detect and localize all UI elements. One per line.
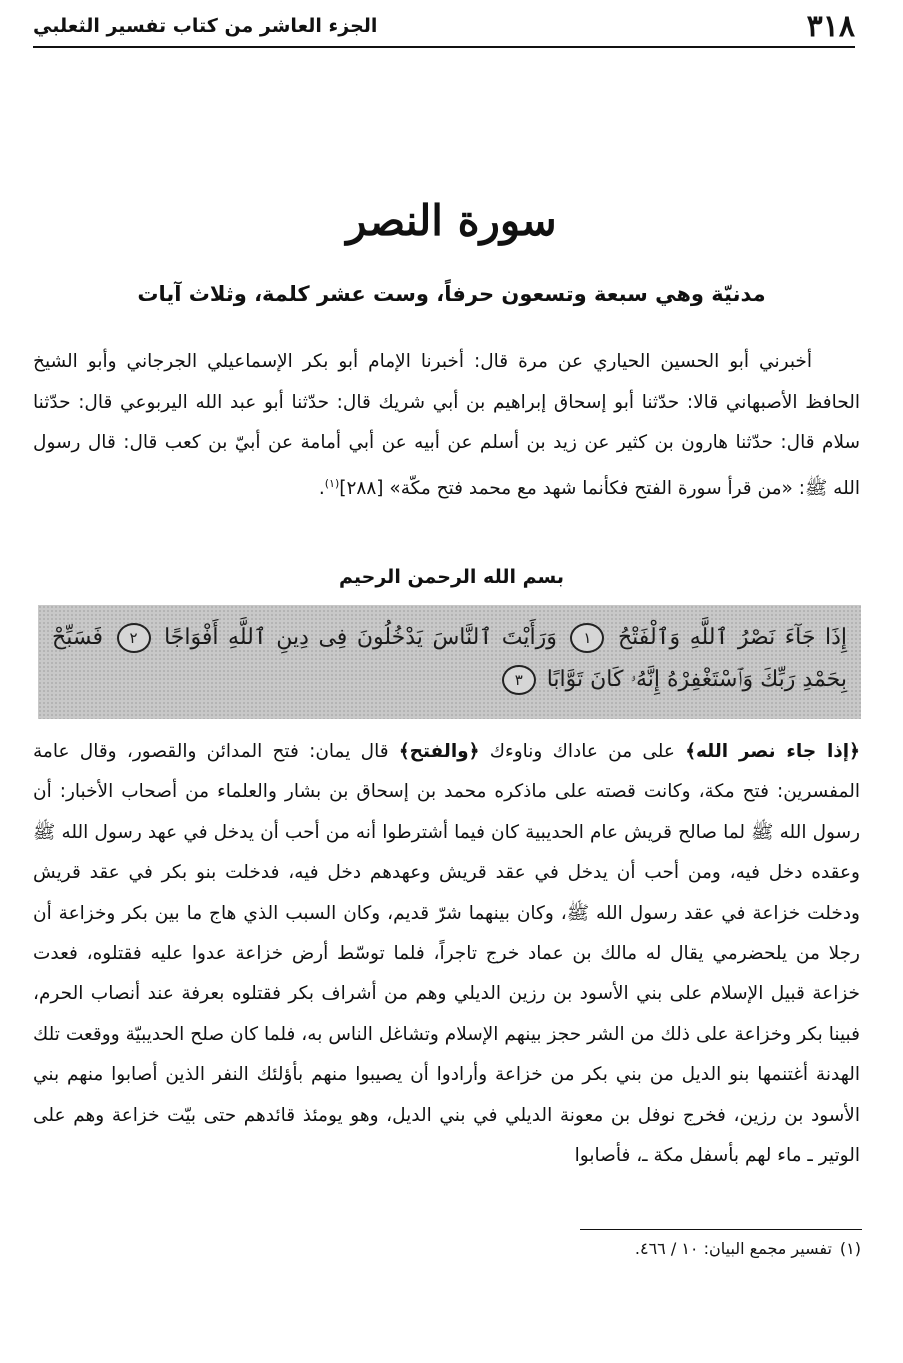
isnad-paragraph bbox=[33, 342, 860, 509]
page-number: ٣١٨ bbox=[806, 8, 855, 44]
footnote-marker: (١) bbox=[839, 1239, 861, 1258]
tafsir-text: قال يمان: فتح المدائن والقصور، وقال عامة المفسرين: فتح مكة، وكانت قصته على ماذكره محمد بن إسحاق بن بشار والعلماء من أصحاب الأخبار: أن رسول الله ﷺ لما صالح قريش عام الحديبية كان فيما أشترطوا أنه من أحب أن يدخل في عهد رسول الله ﷺ وعقده دخل فيه، ومن أحب أن يدخل في عقد قريش وعهدهم دخل فيه، فدخلت بنو بكر في عقد قريش ودخلت خزاعة في عقد رسول الله ﷺ، وكان بينهما شرّ قديم، وكان السبب الذي هاج ما بين بكر وخزاعة أن رجلا من يلحضرمي يقال له مالك بن عماد خرج تاجراً، فلما توسّط أرض خزاعة عدوا عليه فقتلوه، فعدت خزاعة قبيل الإسلام على بني الأسود بن رزين الديلي وهم من أشراف بكر فقتلوه بعرفة عند أنصاب الحرم، فبينا بكر وخزاعة على ذلك من الشر حجز بينهم الإسلام وتشاغل الناس به، فلما كان صلح الحديبيّة ووقعت تلك الهدنة أغتنمها بنو الديل من بني بكر من خزاعة وأرادوا أن يصيبوا منهم بأؤلئك النفر الذين أصابوا منهم بني الأسود بن رزين، فخرج نوفل بن معونة الديلي في بني الديل، وهو يومئذ قائدهم حتى بيّت خزاعة وهم على الوتير ـ ماء لهم بأسفل مكة ـ، فأصابوا bbox=[33, 741, 860, 1167]
quran-verses-box bbox=[38, 605, 861, 719]
footnote bbox=[40, 1239, 861, 1258]
surah-subtitle: مدنيّة وهي سبعة وتسعون حرفاً، وست عشر كلمة، وثلاث آيات bbox=[137, 282, 766, 306]
quoted-verse: ﴿والفتح﴾ bbox=[398, 741, 480, 762]
footnote-divider bbox=[580, 1229, 862, 1230]
ayah-number-marker: ١ bbox=[570, 623, 604, 653]
isnad-text-line bbox=[33, 342, 860, 509]
footnote-reference[interactable]: (١) bbox=[324, 476, 340, 490]
surah-title: سورة النصر bbox=[346, 196, 557, 245]
ayah-number-marker: ٣ bbox=[502, 665, 536, 695]
tafsir-text: على من عاداك وناوءك bbox=[479, 741, 686, 762]
basmala: بسم الله الرحمن الرحيم bbox=[339, 566, 564, 588]
ayah-1-text: إِذَا جَآءَ نَصْرُ ٱللَّهِ وَٱلْفَتْحُ bbox=[617, 625, 847, 650]
ayah-3-text: فَسَبِّحْ بِحَمْدِ رَبِّكَ وَٱسْتَغْفِرْهُ إِنَّهُۥ كَانَ تَوَّابًا bbox=[52, 625, 847, 692]
isnad-text: أخبرني أبو الحسين الحياري عن مرة قال: أخبرنا الإمام أبو بكر الإسماعيلي الجرجاني وأبو الشيخ الحافظ الأصبهاني قالا: حدّثنا أبو إسحاق إبراهيم بن أبي شريك قال: حدّثنا أبو عبد الله اليربوعي قال: حدّثنا سلام قال: حدّثنا هارون بن كثير عن زيد بن أسلم عن أبيه عن أبي أمامة عن أبيّ بن كعب قال: قال رسول الله ﷺ: «من قرأ سورة الفتح فكأنما شهد مع محمد فتح مكّة» [٢٨٨] bbox=[33, 351, 860, 499]
ayah-number-marker: ٢ bbox=[117, 623, 151, 653]
tafsir-body bbox=[33, 732, 860, 1176]
quoted-verse: ﴿إذا جاء نصر الله﴾ bbox=[685, 741, 860, 762]
running-header-title: الجزء العاشر من كتاب تفسير الثعلبي bbox=[33, 15, 378, 37]
running-header bbox=[33, 6, 855, 48]
footnote-text: تفسير مجمع البيان: ١٠ / ٤٦٦. bbox=[634, 1239, 832, 1258]
tafsir-paragraph bbox=[33, 732, 860, 1176]
ayah-2-text: وَرَأَيْتَ ٱلنَّاسَ يَدْخُلُونَ فِى دِينِ ٱللَّهِ أَفْوَاجًا bbox=[164, 625, 557, 650]
isnad-end: . bbox=[318, 477, 325, 499]
